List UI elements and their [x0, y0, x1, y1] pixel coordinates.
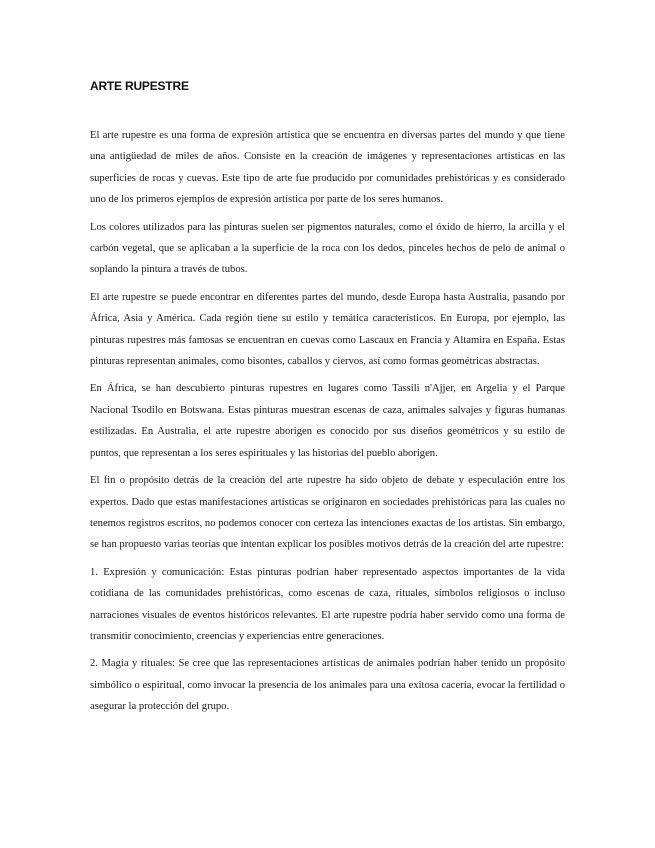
paragraph: En África, se han descubierto pinturas rupestres en lugares como Tassili n'Ajjer, en Argelia y el Parque Nacional Tsodilo en Botswana. Estas pinturas muestran escenas de caza, animales salvajes y figuras humanas estilizadas. En Australia, el arte rupestre aborigen es conocido por sus diseños geométricos y su estilo de puntos, que representan a los seres espirituales y las historias del pueblo aborigen. — [90, 383, 565, 459]
document-body — [90, 125, 565, 724]
list-item-paragraph: 1. Expresión y comunicación: Estas pinturas podrían haber representado aspectos importantes de la vida cotidiana de las comunidades prehistóricas, como escenas de caza, rituales, símbolos religiosos o incluso narraciones visuales de eventos históricos relevantes. El arte rupestre podría haber servido como una forma de transmitir conocimiento, creencias y experiencias entre generaciones. — [90, 566, 565, 642]
paragraph: Los colores utilizados para las pinturas suelen ser pigmentos naturales, como el óxido de hierro, la arcilla y el carbón vegetal, que se aplicaban a la superficie de la roca con los dedos, pinceles hechos de pelo de animal o soplando la pintura a través de tubos. — [90, 221, 565, 276]
paragraph: El arte rupestre es una forma de expresión artística que se encuentra en diversas partes del mundo y que tiene una antigüedad de miles de años. Consiste en la creación de imágenes y representaciones artísticas en las superficies de rocas y cuevas. Este tipo de arte fue producido por comunidades prehistóricas y es considerado uno de los primeros ejemplos de expresión artística por parte de los seres humanos. — [90, 130, 565, 206]
list-item-paragraph: 2. Magia y rituales: Se cree que las representaciones artísticas de animales podrían haber tenido un propósito simbólico o espiritual, como invocar la presencia de los animales para una exitosa cacería, evocar la fertilidad o asegurar la protección del grupo. — [90, 658, 565, 713]
paragraph: El arte rupestre se puede encontrar en diferentes partes del mundo, desde Europa hasta Australia, pasando por África, Asia y América. Cada región tiene su estilo y temática característicos. En Europa, por ejemplo, las pinturas rupestres más famosas se encuentran en cuevas como Lascaux en Francia y Altamira en España. Estas pinturas representan animales, como bisontes, caballos y ciervos, así como formas geométricas abstractas. — [90, 291, 565, 368]
document-title: ARTE RUPESTRE — [90, 79, 189, 93]
paragraph: El fin o propósito detrás de la creación del arte rupestre ha sido objeto de debate y especulación entre los expertos. Dado que estas manifestaciones artísticas se originaron en sociedades prehistóricas para las cuales no tenemos registros escritos, no podemos conocer con certeza las intenciones exactas de los artistas. Sin embargo, se han propuesto varias teorías que intentan explicar los posibles motivos detrás de la creación del arte rupestre: — [90, 475, 565, 551]
